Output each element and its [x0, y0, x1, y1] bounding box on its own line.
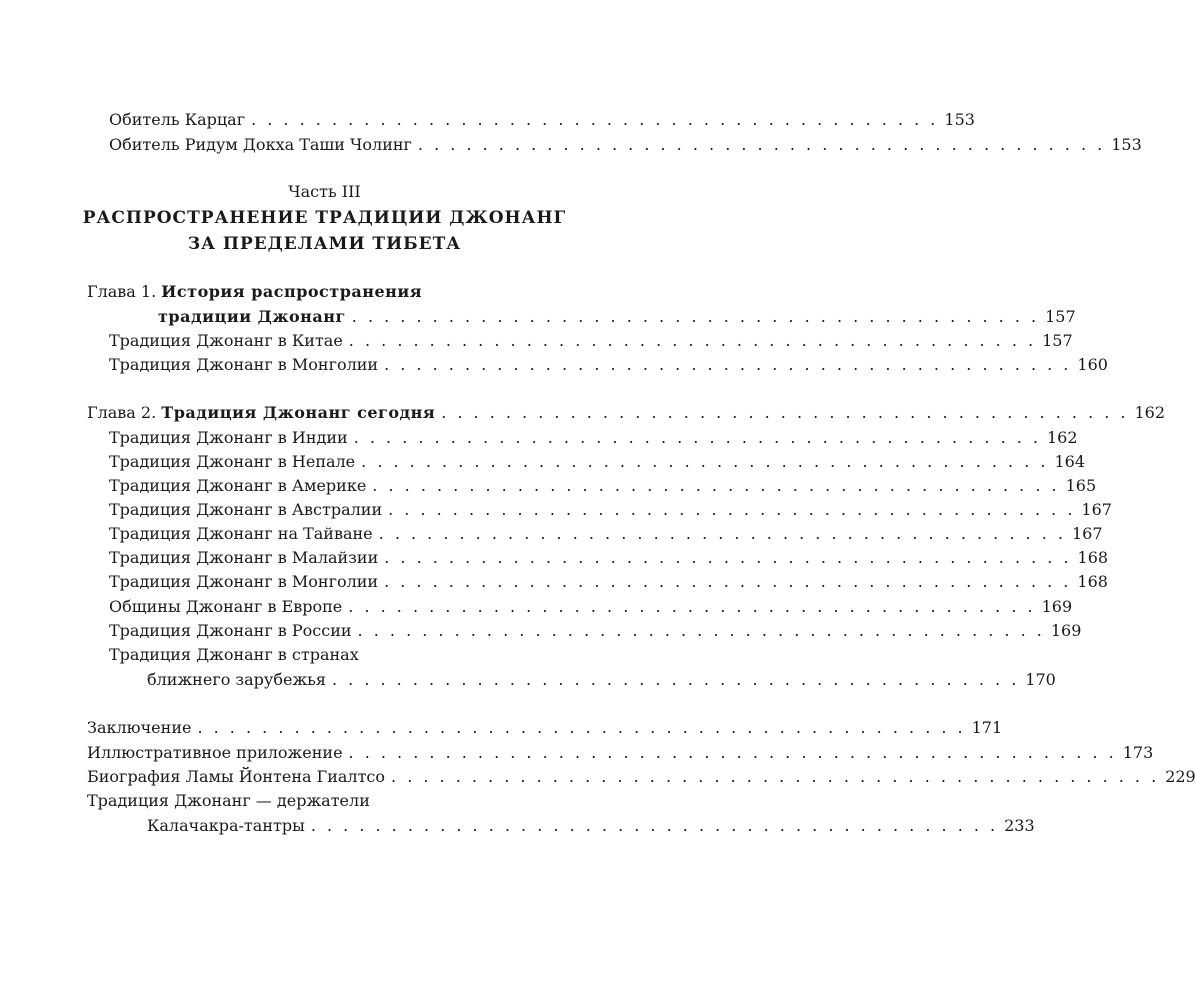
leader-dots: . . . . . . . . . . . . . . . . . . . . . . . . . . . . . . . . . . . . . . . . . . . — [353, 428, 1041, 447]
leader-dots: . . . . . . . . . . . . . . . . . . . . . . . . . . . . . . . . . . . . . . . . . . . . . . . . — [197, 718, 966, 737]
leader-dots: . . . . . . . . . . . . . . . . . . . . . . . . . . . . . . . . . . . . . . . . . . . — [384, 548, 1072, 567]
leader-dots: . . . . . . . . . . . . . . . . . . . . . . . . . . . . . . . . . . . . . . . . . . . — [384, 355, 1072, 374]
entry-title: Традиция Джонанг в Америке — [109, 476, 367, 495]
entry-title: Традиция Джонанг на Тайване — [109, 524, 373, 543]
toc-entry — [109, 450, 1086, 474]
toc-entry — [109, 329, 1073, 353]
leader-dots: . . . . . . . . . . . . . . . . . . . . . . . . . . . . . . . . . . . . . . . . . . . — [351, 307, 1040, 326]
toc-entry — [109, 522, 1103, 546]
toc-entry — [109, 108, 975, 132]
leader-dots: . . . . . . . . . . . . . . . . . . . . . . . . . . . . . . . . . . . . . . . . . . . — [348, 331, 1037, 350]
leader-dots: . . . . . . . . . . . . . . . . . . . . . . . . . . . . . . . . . . . . . . . . . . . — [357, 621, 1045, 640]
entry-title: Традиция Джонанг в Индии — [109, 428, 348, 447]
entry-page: 170 — [1025, 670, 1056, 689]
leader-dots: . . . . . . . . . . . . . . . . . . . . . . . . . . . . . . . . . . . . . . . . . . . — [372, 476, 1060, 495]
chapter1-heading — [87, 280, 422, 304]
leader-dots: . . . . . . . . . . . . . . . . . . . . . . . . . . . . . . . . . . . . . . . . . . . . . . . . — [348, 743, 1117, 762]
entry-page: 160 — [1077, 355, 1108, 374]
entry-title: Обитель Карцаг — [109, 110, 246, 129]
part-label: Часть III — [288, 182, 361, 201]
leader-dots: . . . . . . . . . . . . . . . . . . . . . . . . . . . . . . . . . . . . . . . . . . . — [417, 135, 1106, 154]
entry-page: 162 — [1134, 403, 1166, 422]
entry-title: Традиция Джонанг в Австралии — [109, 500, 383, 519]
entry-page: 169 — [1050, 621, 1082, 640]
leader-dots: . . . . . . . . . . . . . . . . . . . . . . . . . . . . . . . . . . . . . . . . . . . — [388, 500, 1076, 519]
leader-dots: . . . . . . . . . . . . . . . . . . . . . . . . . . . . . . . . . . . . . . . . . . . — [348, 597, 1036, 616]
chapter2-title: Традиция Джонанг сегодня — [161, 403, 436, 422]
leader-dots: . . . . . . . . . . . . . . . . . . . . . . . . . . . . . . . . . . . . . . . . . . . — [441, 403, 1129, 422]
entry-page: 173 — [1122, 743, 1154, 762]
toc-entry — [87, 716, 1003, 740]
entry-page: 162 — [1047, 428, 1078, 447]
entry-page: 168 — [1077, 572, 1108, 591]
entry-title: Традиция Джонанг в Китае — [109, 331, 343, 350]
entry-title: Традиция Джонанг в Непале — [109, 452, 356, 471]
entry-title-line1: Традиция Джонанг в странах — [109, 645, 359, 664]
entry-page: 157 — [1045, 307, 1076, 326]
entry-page: 168 — [1077, 548, 1109, 567]
entry-page: 165 — [1065, 476, 1097, 495]
entry-title-line2: Калачакра-тантры — [147, 816, 305, 835]
toc-entry — [109, 570, 1108, 594]
leader-dots: . . . . . . . . . . . . . . . . . . . . . . . . . . . . . . . . . . . . . . . . . . . . . . . . — [391, 767, 1160, 786]
toc-entry — [109, 498, 1112, 522]
chapter1-title-line2: традиции Джонанг — [158, 307, 346, 326]
toc-entry — [109, 353, 1108, 377]
leader-dots: . . . . . . . . . . . . . . . . . . . . . . . . . . . . . . . . . . . . . . . . . . . — [361, 452, 1049, 471]
chapter2-prefix: Глава 2. — [87, 403, 157, 422]
entry-title: Традиция Джонанг в России — [109, 621, 352, 640]
chapter1-title-line1: История распространения — [161, 282, 423, 301]
leader-dots: . . . . . . . . . . . . . . . . . . . . . . . . . . . . . . . . . . . . . . . . . . . — [384, 572, 1072, 591]
toc-entry — [147, 814, 1035, 838]
entry-title: Традиция Джонанг в Монголии — [109, 572, 379, 591]
entry-page: 233 — [1004, 816, 1035, 835]
part-title-line2: ЗА ПРЕДЕЛАМИ ТИБЕТА — [187, 234, 462, 254]
entry-page: 153 — [944, 110, 975, 129]
toc-entry — [109, 426, 1078, 450]
toc-entry — [109, 619, 1082, 643]
toc-entry — [109, 133, 1142, 157]
entry-page: 153 — [1111, 135, 1142, 154]
leader-dots: . . . . . . . . . . . . . . . . . . . . . . . . . . . . . . . . . . . . . . . . . . . — [378, 524, 1066, 543]
entry-page: 229 — [1165, 767, 1196, 786]
toc-entry — [109, 595, 1073, 619]
part-title-line1: РАСПРОСТРАНЕНИЕ ТРАДИЦИИ ДЖОНАНГ — [82, 208, 567, 228]
entry-title-line2: ближнего зарубежья — [147, 670, 326, 689]
toc-entry — [109, 474, 1097, 498]
entry-title-line1: Традиция Джонанг — держатели — [87, 791, 370, 810]
entry-title: Обитель Ридум Докха Таши Чолинг — [109, 135, 412, 154]
toc-entry — [87, 741, 1154, 765]
entry-page: 169 — [1041, 597, 1073, 616]
chapter1-entry — [158, 305, 1076, 329]
entry-page: 157 — [1042, 331, 1073, 350]
entry-title: Заключение — [87, 718, 192, 737]
leader-dots: . . . . . . . . . . . . . . . . . . . . . . . . . . . . . . . . . . . . . . . . . . . — [331, 670, 1020, 689]
entry-title: Традиция Джонанг в Монголии — [109, 355, 379, 374]
toc-entry — [147, 668, 1056, 692]
entry-page: 164 — [1054, 452, 1086, 471]
chapter2-entry — [87, 401, 1166, 425]
entry-title: Иллюстративное приложение — [87, 743, 343, 762]
entry-title: Общины Джонанг в Европе — [109, 597, 343, 616]
entry-page: 171 — [971, 718, 1003, 737]
entry-page: 167 — [1081, 500, 1112, 519]
entry-title: Традиция Джонанг в Малайзии — [109, 548, 379, 567]
entry-page: 167 — [1071, 524, 1103, 543]
leader-dots: . . . . . . . . . . . . . . . . . . . . . . . . . . . . . . . . . . . . . . . . . . . — [310, 816, 999, 835]
leader-dots: . . . . . . . . . . . . . . . . . . . . . . . . . . . . . . . . . . . . . . . . . . . — [251, 110, 939, 129]
chapter2-heading — [87, 401, 435, 425]
entry-title: Биография Ламы Йонтена Гиалтсо — [87, 767, 386, 786]
chapter1-prefix: Глава 1. — [87, 282, 157, 301]
toc-entry — [87, 765, 1196, 789]
toc-entry — [109, 546, 1109, 570]
